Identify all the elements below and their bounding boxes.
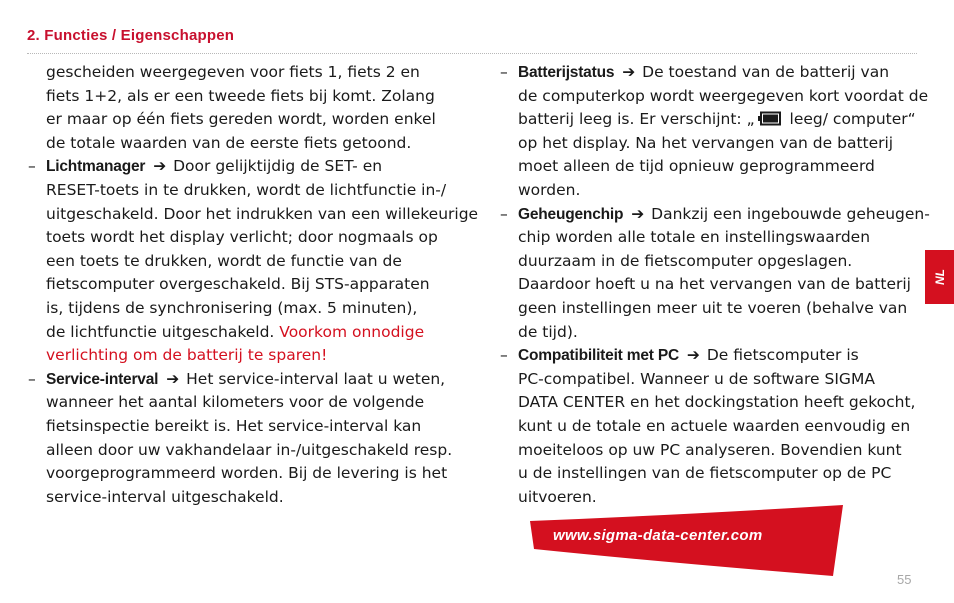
list-dash: – xyxy=(500,346,508,365)
text-line: fiets 1+2, als er een tweede fiets bij komt. Zolang xyxy=(46,86,435,105)
warning-text: verlichting om de batterij te sparen! xyxy=(46,346,328,365)
list-dash: – xyxy=(500,63,508,81)
term-geheugenchip: Geheugenchip xyxy=(518,205,624,223)
text-line: chip worden alle totale en instellingswaarden xyxy=(518,228,871,247)
text-line: kunt u de totale en actuele waarden eenvoudig en xyxy=(518,416,911,435)
text-line: DATA CENTER en het dockingstation heeft gekocht, xyxy=(518,393,916,412)
term-service-interval: Service-interval xyxy=(46,370,159,388)
list-item-batterijstatus xyxy=(500,61,929,203)
text-line: service-interval uitgeschakeld. xyxy=(46,487,284,506)
battery-icon xyxy=(758,111,782,126)
text-line: fietscomputer overgeschakeld. Bij STS-apparaten xyxy=(46,275,430,294)
section-title: 2. Functies / Eigenschappen xyxy=(27,27,235,44)
text-line: is, tijdens de synchronisering (max. 5 minuten), xyxy=(46,298,418,317)
list-dash: – xyxy=(28,157,36,176)
language-tab-label: NL xyxy=(932,269,947,285)
text-line: leeg/ computer“ xyxy=(784,110,916,129)
text-line: op het display. Na het vervangen van de batterij xyxy=(518,133,894,152)
text-line: worden. xyxy=(518,180,581,199)
list-item-service-interval xyxy=(28,368,466,510)
arrow-icon: ➔ xyxy=(153,157,167,176)
text-line: uitgeschakeld. Door het indrukken van een willekeurige xyxy=(46,204,479,223)
term-lichtmanager: Lichtmanager xyxy=(46,158,146,176)
text-line: De toestand van de batterij van xyxy=(642,63,890,81)
text-line: de tijd). xyxy=(518,322,578,341)
text-line: fietsinspectie bereikt is. Het service-interval kan xyxy=(46,416,422,435)
arrow-icon: ➔ xyxy=(631,204,645,223)
text-line: duurzaam in de fietscomputer opgeslagen. xyxy=(518,251,853,270)
text-line: gescheiden weergegeven voor fiets 1, fiets 2 en xyxy=(46,63,420,81)
warning-text: Voorkom onnodige xyxy=(279,322,425,341)
text-line: de totale waarden van de eerste fiets getoond. xyxy=(46,133,412,152)
arrow-icon: ➔ xyxy=(686,346,700,365)
text-line: De fietscomputer is xyxy=(706,346,859,365)
term-compatibiliteit: Compatibiliteit met PC xyxy=(518,347,679,365)
list-dash: – xyxy=(28,369,36,388)
text-line: u de instellingen van de fietscomputer op de PC xyxy=(518,464,892,483)
text-line: geen instellingen meer uit te voeren (behalve van xyxy=(518,298,908,317)
text-line: toets wordt het display verlicht; door nogmaals op xyxy=(46,228,438,247)
list-item-compatibiliteit xyxy=(500,344,922,509)
text-line: uitvoeren. xyxy=(518,487,597,506)
page-number: 55 xyxy=(897,572,912,587)
list-item-geheugenchip xyxy=(500,203,930,345)
term-batterijstatus: Batterijstatus xyxy=(518,64,615,81)
text-line: Dankzij een ingebouwde geheugen- xyxy=(651,204,930,223)
text-line: wanneer het aantal kilometers voor de volgende xyxy=(46,393,425,412)
left-column xyxy=(28,61,479,509)
text-line: PC-compatibel. Wanneer u de software SIGMA xyxy=(518,369,875,388)
list-item-lichtmanager xyxy=(28,155,479,367)
text-line: de computerkop wordt weergegeven kort voordat de xyxy=(518,86,929,105)
text-line: Daardoor hoeft u na het vervangen van de batterij xyxy=(518,275,911,294)
website-link[interactable]: www.sigma-data-center.com xyxy=(553,527,763,544)
list-dash: – xyxy=(500,204,508,223)
text-line: batterij leeg is. Er verschijnt: „ xyxy=(518,110,755,129)
text-line: de lichtfunctie uitgeschakeld. xyxy=(46,322,275,341)
text-line: voorgeprogrammeerd worden. Bij de levering is het xyxy=(46,464,448,483)
text-line: moeiteloos op uw PC analyseren. Bovendien kunt xyxy=(518,440,902,459)
text-line: RESET-toets in te drukken, wordt de lichtfunctie in-/ xyxy=(46,180,447,199)
text-line: moet alleen de tijd opnieuw geprogrammeerd xyxy=(518,157,875,176)
language-tab xyxy=(925,250,954,304)
text-line: Door gelijktijdig de SET- en xyxy=(173,157,383,176)
text-line: er maar op één fiets gereden wordt, worden enkel xyxy=(46,110,436,129)
text-line: Het service-interval laat u weten, xyxy=(186,369,446,388)
arrow-icon: ➔ xyxy=(622,63,636,81)
arrow-icon: ➔ xyxy=(166,369,180,388)
text-line: een toets te drukken, wordt de functie van de xyxy=(46,251,402,270)
right-column xyxy=(500,61,930,509)
text-line: alleen door uw vakhandelaar in-/uitgeschakeld resp. xyxy=(46,440,453,459)
dotted-divider xyxy=(27,53,917,54)
